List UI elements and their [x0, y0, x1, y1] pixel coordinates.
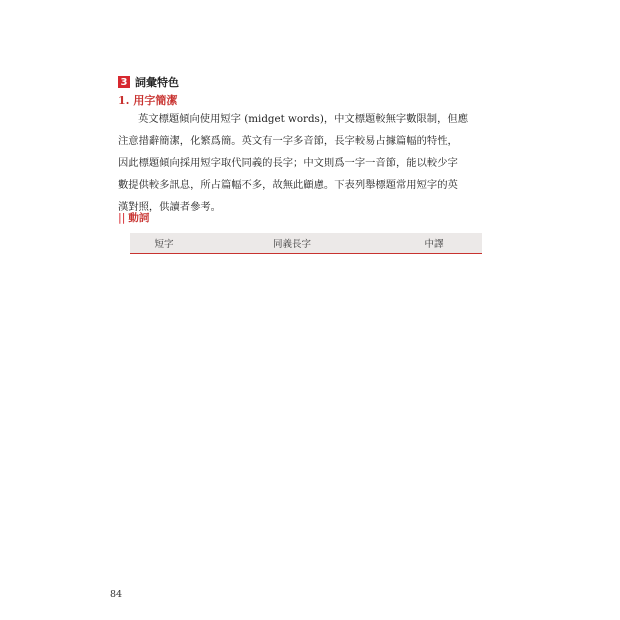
verb-heading-title: 動詞	[128, 212, 150, 224]
table-header-row	[130, 233, 482, 254]
page-number: 84	[110, 589, 123, 600]
section-number-badge: 3	[118, 76, 130, 88]
section-heading	[118, 74, 179, 90]
heading-marker-icon: ||	[118, 211, 126, 224]
body-line: 因此標題傾向採用短字取代同義的長字；中文則爲一字一音節，能以較少字	[118, 157, 458, 169]
body-line: 注意措辭簡潔，化繁爲簡。英文有一字多音節，長字較易占據篇幅的特性，	[118, 135, 458, 147]
header-long-words: 同義長字	[198, 233, 386, 254]
section-title: 詞彙特色	[135, 76, 179, 89]
word-table	[130, 233, 482, 254]
verb-heading	[118, 210, 149, 225]
header-short-word: 短字	[130, 233, 198, 254]
subheading: 1. 用字簡潔	[118, 94, 178, 107]
body-paragraph	[118, 108, 496, 218]
body-line: 英文標題傾向使用短字 (midget words)，中文標題較無字數限制，但應	[138, 113, 468, 125]
body-line: 漢對照，供讀者參考。	[118, 201, 221, 213]
body-line: 數提供較多訊息，所占篇幅不多，故無此顧慮。下表列舉標題常用短字的英	[118, 179, 458, 191]
header-chinese: 中譯	[386, 233, 482, 254]
